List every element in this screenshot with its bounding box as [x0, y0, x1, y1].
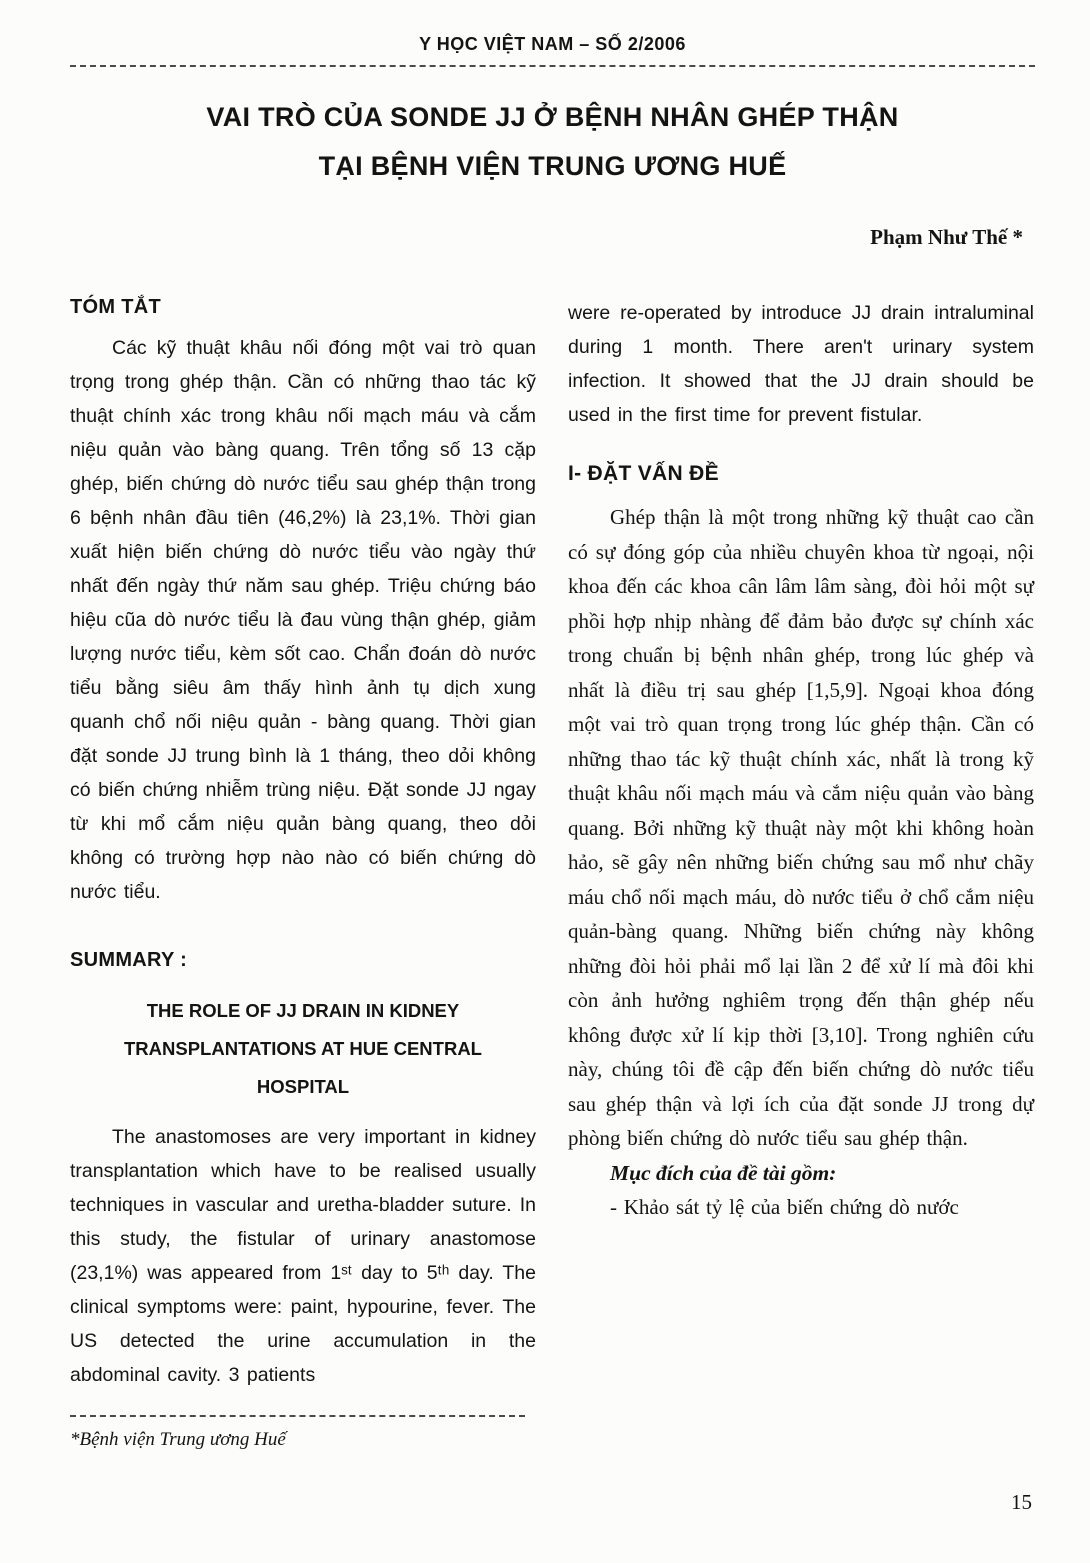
abstract-text: Các kỹ thuật khâu nối đóng một vai trò quan trọng trong ghép thận. Cần có những thao tác kỹ thuật chính xác trong khâu nối mạch máu và cắm niệu quản vào bàng quang. Trên tổng số 13 cặp ghép, biến chứng dò nước tiểu sau ghép thận trong 6 bệnh nhân đầu tiên (46,2%) là 23,1%. Thời gian xuất hiện biến chứng dò nước tiểu vào ngày thứ nhất đến ngày thứ năm sau ghép. Triệu chứng báo hiệu cũa dò nước tiểu là đau vùng thận ghép, giảm lượng nước tiểu, kèm sốt cao. Chẩn đoán dò nước tiểu bằng siêu âm thấy hình ảnh tụ dịch xung quanh chổ nối niệu quản - bàng quang. Thời gian đặt sonde JJ trung bình là 1 tháng, theo dỏi không có biến chứng nhiễm trùng niệu. Đặt sonde JJ ngay từ khi mổ cắm niệu quản bàng quang, theo dỏi không có trường hợp nào nào có biến chứng dò nước tiểu. [70, 337, 536, 903]
intro-heading: I- ĐẶT VẤN ĐỀ [568, 462, 719, 485]
two-column-body [70, 296, 1035, 1392]
summary-continuation-text: were re-operated by introduce JJ drain intraluminal during 1 month. There aren't urinary system infection. It showed that the JJ drain should be used in the first time for prevent fistular. [568, 302, 1034, 426]
footnote-divider [70, 1415, 525, 1417]
article-title-line1: VAI TRÒ CỦA SONDE JJ Ở BỆNH NHÂN GHÉP THẬN [206, 102, 899, 132]
aim-item: - Khảo sát tỷ lệ của biến chứng dò nước [610, 1195, 959, 1219]
article-title [70, 93, 1035, 191]
journal-header: Y HỌC VIỆT NAM – SỐ 2/2006 [419, 34, 686, 54]
intro-text: Ghép thận là một trong những kỹ thuật cao cần có sự đóng góp của nhiều chuyên khoa từ ngoại, nội khoa đến các khoa cân lâm lâm sàng, đòi hỏi một sự phồi hợp nhịp nhàng để đảm bảo được sự chính xác trong chuẩn bị bệnh nhân ghép, trong lúc ghép và nhất là điều trị sau ghép [1,5,9]. Ngoại khoa đóng một vai trò quan trọng trong lúc ghép thận. Cần có những thao tác kỹ thuật chính xác, nhất là trong kỹ thuật khâu nối mạch máu và cắm niệu quản vào bàng quang. Bởi những kỹ thuật này một khi không hoàn hảo, sẽ gây nên những biến chứng sau mổ như chãy máu chổ nối mạch máu, dò nước tiểu ở chổ cắm niệu quản-bàng quang. Những biến chứng này không những đòi hỏi phải mổ lại lần 2 để xử lí mà đôi khi còn ảnh hưởng nghiêm trọng đến thận ghép nếu không được xử lí kịp thời [3,10]. Trong nghiên cứu này, chúng tôi đề cập đến biến chứng dò nước tiểu sau ghép thận và lợi ích của đặt sonde JJ trong dự phòng biến chứng dò nước tiểu sau ghép thận. [568, 505, 1034, 1150]
summary-text: The anastomoses are very important in kidney transplantation which have to be realised usually techniques in vascular and uretha-bladder suture. In this study, the fistular of urinary anastomose (23,1%) was appeared from 1ˢᵗ day to 5ᵗʰ day. The clinical symptoms were: paint, hypourine, fever. The US detected the urine accumulation in the abdominal cavity. 3 patients [70, 1126, 536, 1386]
footnote-text: *Bệnh viện Trung ương Huế [70, 1429, 286, 1450]
author-byline: Phạm Như Thế * [870, 225, 1023, 249]
right-column [568, 296, 1034, 1392]
summary-heading: SUMMARY : [70, 949, 188, 971]
page-number: 15 [1011, 1490, 1032, 1514]
footnote-block [70, 1415, 540, 1451]
aim-heading: Mục đích của đề tài gồm: [610, 1160, 837, 1185]
abstract-heading: TÓM TẮT [70, 296, 161, 318]
summary-subtitle: THE ROLE OF JJ DRAIN IN KIDNEY TRANSPLANTATIONS AT HUE CENTRAL HOSPITAL [124, 1000, 482, 1097]
left-column [70, 296, 536, 1392]
article-title-line2: TẠI BỆNH VIỆN TRUNG ƯƠNG HUẾ [318, 151, 787, 181]
header-divider [70, 65, 1035, 67]
